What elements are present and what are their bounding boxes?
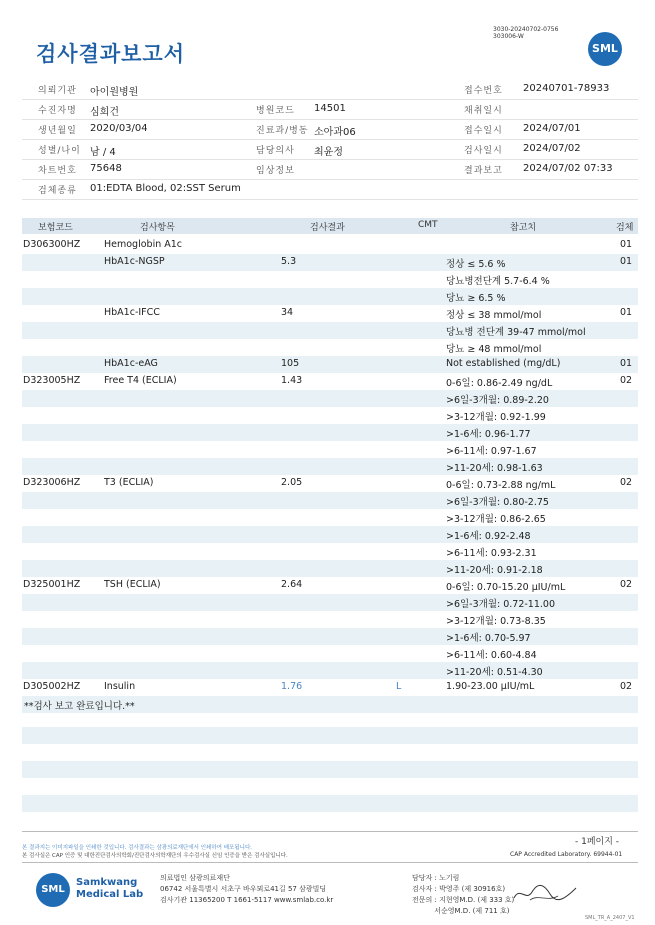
test-result: 34 xyxy=(281,307,294,318)
table-row xyxy=(22,611,638,628)
reference-range: >6일-3개월: 0.80-2.75 xyxy=(446,497,549,508)
table-row xyxy=(22,424,638,441)
col-code: 보험코드 xyxy=(38,223,73,233)
reference-range: >11-20세: 0.98-1.63 xyxy=(446,463,543,474)
test-name: Free T4 (ECLIA) xyxy=(104,375,177,386)
report-date-value: 2024/07/02 07:33 xyxy=(523,163,613,174)
sex-age-value: 남 / 4 xyxy=(90,147,116,158)
reference-range: >6일-3개월: 0.89-2.20 xyxy=(446,395,549,406)
reference-range: >6-11세: 0.60-4.84 xyxy=(446,650,537,661)
staff-info: 담당자 : 노기림 검사자 : 박영주 (제 30916호) 전문의 : 지현영M.D. (제 333 호) 서순영M.D. (제 711 호) xyxy=(412,874,515,915)
dept-value: 소아과06 xyxy=(314,127,356,138)
table-row xyxy=(22,305,638,322)
table-row xyxy=(22,679,638,696)
test-comment: L xyxy=(396,681,402,692)
footer-note: 본 결과지는 이미지파일을 인쇄한 것입니다. 검사결과는 삼광의료재단에서 인쇄하여 배포됩니다. xyxy=(22,845,253,851)
sml-logo: SML xyxy=(588,32,622,66)
specimen-code: 01 xyxy=(620,239,633,250)
reference-range: >6-11세: 0.97-1.67 xyxy=(446,446,537,457)
table-row xyxy=(22,594,638,611)
header-row: 생년월일 2020/03/04 진료과/병동 소아과06 접수일시 2024/07/01 xyxy=(22,119,638,140)
test-result: 1.76 xyxy=(281,681,303,692)
table-row xyxy=(22,356,638,373)
empty-row xyxy=(22,795,638,812)
reference-range: >3-12개월: 0.73-8.35 xyxy=(446,616,546,627)
specimen-code: 02 xyxy=(620,579,633,590)
test-code: D323005HZ xyxy=(23,375,81,386)
header-row: 수진자명 심희건 병원코드 14501 채취일시 xyxy=(22,99,638,120)
test-name: T3 (ECLIA) xyxy=(104,477,154,488)
table-row xyxy=(22,322,638,339)
test-name: Insulin xyxy=(104,681,136,692)
test-name: HbA1c-NGSP xyxy=(104,256,165,267)
test-code: D305002HZ xyxy=(23,681,81,692)
form-version: SML_TR_A_2407_V1 xyxy=(585,915,635,921)
receipt-date-value: 2024/07/01 xyxy=(523,123,581,134)
specimen-code: 01 xyxy=(620,358,633,369)
reference-range: >6일-3개월: 0.72-11.00 xyxy=(446,599,556,610)
test-result: 5.3 xyxy=(281,256,297,267)
reference-range: >11-20세: 0.91-2.18 xyxy=(446,565,543,576)
specimen-code: 02 xyxy=(620,375,633,386)
reference-range: >3-12개월: 0.86-2.65 xyxy=(446,514,546,525)
reference-range: 당뇨 ≥ 6.5 % xyxy=(446,293,506,304)
results-table-header xyxy=(22,218,638,234)
patient-name-value: 심희건 xyxy=(90,107,119,118)
table-row xyxy=(22,475,638,492)
table-row xyxy=(22,441,638,458)
table-row xyxy=(22,339,638,356)
empty-row xyxy=(22,727,638,744)
test-code: D323006HZ xyxy=(23,477,81,488)
table-row xyxy=(22,492,638,509)
empty-row xyxy=(22,761,638,778)
table-row xyxy=(22,543,638,560)
col-cmt: CMT xyxy=(418,220,438,230)
specimen-code: 01 xyxy=(620,307,633,318)
reference-range: 정상 ≤ 38 mmol/mol xyxy=(446,310,542,321)
table-row xyxy=(22,628,638,645)
test-code: D325001HZ xyxy=(23,579,81,590)
chart-no-value: 75648 xyxy=(90,163,122,174)
reference-range: >3-12개월: 0.92-1.99 xyxy=(446,412,546,423)
completion-note: **검사 보고 완료입니다.** xyxy=(24,701,135,712)
header-row: 차트번호 75648 임상정보 결과보고 2024/07/02 07:33 xyxy=(22,159,638,180)
specimen-code: 02 xyxy=(620,477,633,488)
page-title: 검사결과보고서 xyxy=(36,42,186,66)
test-result: 2.05 xyxy=(281,477,303,488)
test-result: 2.64 xyxy=(281,579,303,590)
reference-range: 0-6일: 0.86-2.49 ng/dL xyxy=(446,378,553,389)
sml-logo: SML xyxy=(36,873,70,907)
table-row xyxy=(22,390,638,407)
col-ref: 참고치 xyxy=(510,223,537,233)
col-name: 검사항목 xyxy=(140,223,175,233)
table-row xyxy=(22,577,638,594)
table-row xyxy=(22,560,638,577)
footer-note: 본 검사실은 CAP 인증 및 대한진단검사의학회/진단검사의학재단의 우수검사실 신임 인증을 받은 검사실입니다. xyxy=(22,853,288,859)
test-date-value: 2024/07/02 xyxy=(523,143,581,154)
specimen-code: 01 xyxy=(620,256,633,267)
table-row xyxy=(22,458,638,475)
hospital-code-value: 14501 xyxy=(314,103,346,114)
table-row xyxy=(22,271,638,288)
reference-range: >1-6세: 0.96-1.77 xyxy=(446,429,531,440)
organization-info: 의료법인 삼광의료재단 06742 서울특별시 서초구 바우뫼로41길 57 삼광빌딩 검사기관 11365200 T 1661-5117 www.smlab.co.kr xyxy=(160,874,334,904)
test-name: HbA1c-IFCC xyxy=(104,307,160,318)
test-name: TSH (ECLIA) xyxy=(104,579,161,590)
requester-value: 아이원병원 xyxy=(90,87,139,98)
reference-range: >1-6세: 0.70-5.97 xyxy=(446,633,531,644)
table-row xyxy=(22,237,638,254)
reference-range: Not established (mg/dL) xyxy=(446,358,561,369)
document-id: 3030-20240702-0756 303006-W xyxy=(493,26,559,40)
divider xyxy=(22,831,638,832)
specimen-code: 02 xyxy=(620,681,633,692)
reference-range: 당뇨 ≥ 48 mmol/mol xyxy=(446,344,542,355)
col-result: 검사결과 xyxy=(310,223,345,233)
table-row xyxy=(22,662,638,679)
reference-range: 0-6일: 0.70-15.20 µIU/mL xyxy=(446,582,566,593)
reference-range: 당뇨병 전단계 39-47 mmol/mol xyxy=(446,327,586,338)
test-result: 1.43 xyxy=(281,375,303,386)
test-result: 105 xyxy=(281,358,300,369)
doctor-value: 최윤정 xyxy=(314,147,343,158)
reference-range: >6-11세: 0.93-2.31 xyxy=(446,548,537,559)
reference-range: 당뇨병전단계 5.7-6.4 % xyxy=(446,276,550,287)
table-row xyxy=(22,254,638,271)
col-specimen: 검체 xyxy=(616,223,634,233)
table-row xyxy=(22,645,638,662)
test-name: HbA1c-eAG xyxy=(104,358,158,369)
reference-range: 정상 ≤ 5.6 % xyxy=(446,259,506,270)
signature xyxy=(510,880,580,906)
test-name: Hemoglobin A1c xyxy=(104,239,183,250)
cap-accreditation: CAP Accredited Laboratory. 69944-01 xyxy=(510,851,623,858)
reference-range: >11-20세: 0.51-4.30 xyxy=(446,667,543,678)
header-row: 의뢰기관 아이원병원 접수번호 20240701-78933 xyxy=(22,79,638,100)
specimen-value: 01:EDTA Blood, 02:SST Serum xyxy=(90,183,241,194)
brand-name: Samkwang Medical Lab xyxy=(76,877,144,900)
table-row xyxy=(22,407,638,424)
receipt-no-value: 20240701-78933 xyxy=(523,83,610,94)
table-row xyxy=(22,509,638,526)
header-row: 검체종류 01:EDTA Blood, 02:SST Serum xyxy=(22,179,638,200)
completion-row xyxy=(22,696,638,713)
test-code: D306300HZ xyxy=(23,239,81,250)
birth-value: 2020/03/04 xyxy=(90,123,148,134)
header-row: 성별/나이 남 / 4 담당의사 최윤정 검사일시 2024/07/02 xyxy=(22,139,638,160)
table-row xyxy=(22,373,638,390)
table-row xyxy=(22,526,638,543)
divider xyxy=(22,862,638,863)
reference-range: 0-6일: 0.73-2.88 ng/mL xyxy=(446,480,556,491)
page-number: - 1페이지 - xyxy=(575,837,620,847)
table-row xyxy=(22,288,638,305)
reference-range: >1-6세: 0.92-2.48 xyxy=(446,531,531,542)
reference-range: 1.90-23.00 µIU/mL xyxy=(446,681,535,692)
